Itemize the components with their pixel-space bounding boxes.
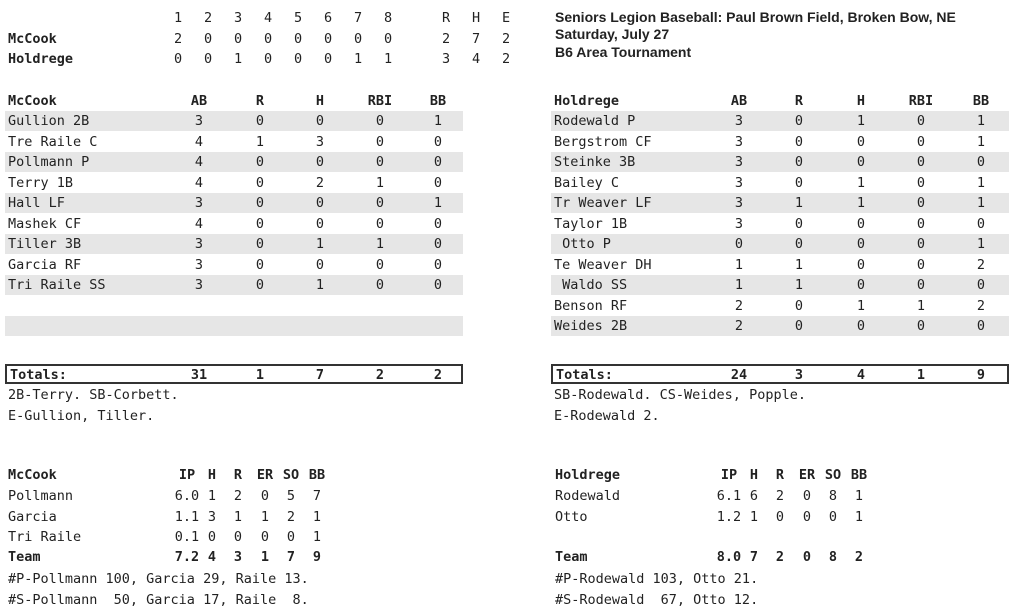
pitching-col-header: IP	[178, 467, 196, 483]
player-stat: 0	[315, 256, 325, 273]
batting-header-row	[551, 91, 1009, 111]
pitcher-stat: 2	[233, 488, 243, 504]
player-stat: 0	[916, 174, 926, 191]
player-stat: 1	[856, 113, 866, 129]
player-stat: 0	[976, 215, 986, 232]
player-stat: 1	[794, 256, 804, 273]
player-stat: 3	[194, 113, 204, 129]
inning-header: 5	[294, 10, 303, 26]
player-stat: 0	[794, 215, 804, 232]
totals-value: 4	[856, 367, 866, 383]
batting-row	[551, 152, 1009, 172]
pitcher-stat: 7	[312, 488, 322, 504]
batting-row	[551, 173, 1009, 193]
player-stat: 0	[794, 236, 804, 252]
batting-row	[551, 316, 1009, 336]
player-stat: 1	[255, 133, 265, 150]
player-stat: 1	[976, 236, 986, 252]
player-stat: 0	[315, 154, 325, 170]
pitching-col-header: ER	[798, 467, 816, 483]
pitcher-stat: 8	[828, 488, 838, 504]
player-name: Otto P	[554, 236, 611, 252]
batting-col-header: R	[255, 93, 265, 109]
player-stat: 0	[255, 174, 265, 191]
pitching-team-stat: 2	[854, 549, 864, 565]
player-stat: 0	[856, 256, 866, 273]
player-name: Rodewald P	[554, 113, 636, 129]
batting-col-header: BB	[429, 93, 447, 109]
batting-row	[551, 132, 1009, 152]
player-stat: 0	[255, 277, 265, 293]
player-stat: 1	[916, 297, 926, 314]
player-name: Waldo SS	[554, 277, 628, 293]
rhe-header: R	[442, 10, 451, 26]
batting-row	[5, 132, 463, 152]
player-stat: 1	[375, 174, 385, 191]
pitching-note: #S-Rodewald 67, Otto 12.	[555, 592, 759, 608]
pitching-note: #P-Rodewald 103, Otto 21.	[555, 571, 759, 587]
pitcher-stat: 1	[749, 508, 759, 525]
pitcher-stat: 1.1	[174, 508, 200, 525]
player-stat: 0	[255, 195, 265, 211]
inning-score: 1	[234, 51, 243, 67]
inning-score: 0	[204, 31, 213, 47]
pitcher-stat: 3	[207, 508, 217, 525]
pitching-team-stat: 3	[233, 549, 243, 565]
player-name: Hall LF	[8, 195, 65, 211]
player-name: Taylor 1B	[554, 215, 628, 232]
rhe-header: H	[472, 10, 481, 26]
batting-col-header: RBI	[367, 93, 393, 109]
pitcher-stat: 0	[260, 529, 270, 545]
player-stat: 3	[194, 277, 204, 293]
player-stat: 4	[194, 154, 204, 170]
player-stat: 0	[375, 215, 385, 232]
player-stat: 0	[916, 154, 926, 170]
pitching-team-row-label: Team	[555, 549, 588, 565]
batting-row	[551, 214, 1009, 234]
player-stat: 3	[194, 195, 204, 211]
game-date: Saturday, July 27	[555, 26, 670, 42]
player-stat: 0	[856, 277, 866, 293]
pitching-team-row-label: Team	[8, 549, 41, 565]
pitching-note: #S-Pollmann 50, Garcia 17, Raile 8.	[8, 592, 309, 608]
player-stat: 4	[194, 174, 204, 191]
batting-header-row	[5, 91, 463, 111]
rhe-value: 2	[442, 31, 451, 47]
player-stat: 1	[794, 195, 804, 211]
player-stat: 3	[734, 154, 744, 170]
inning-header: 8	[384, 10, 393, 26]
batting-row	[551, 193, 1009, 213]
player-stat: 0	[433, 236, 443, 252]
pitcher-stat: 6.0	[174, 488, 200, 504]
player-stat: 0	[255, 113, 265, 129]
pitching-col-header: H	[207, 467, 217, 483]
player-stat: 0	[794, 154, 804, 170]
player-stat: 0	[315, 113, 325, 129]
player-stat: 0	[433, 215, 443, 232]
batting-team-name: McCook	[8, 93, 57, 109]
player-name: Weides 2B	[554, 318, 628, 334]
batting-row	[551, 296, 1009, 316]
player-name: Steinke 3B	[554, 154, 636, 170]
player-stat: 0	[255, 236, 265, 252]
player-stat: 2	[734, 318, 744, 334]
player-stat: 1	[433, 195, 443, 211]
inning-score: 0	[264, 31, 273, 47]
pitcher-stat: 1	[854, 508, 864, 525]
player-stat: 3	[734, 133, 744, 150]
inning-score: 0	[294, 31, 303, 47]
batting-note: 2B-Terry. SB-Corbett.	[8, 387, 179, 403]
player-stat: 0	[856, 154, 866, 170]
player-stat: 1	[976, 113, 986, 129]
pitching-col-header: ER	[256, 467, 274, 483]
pitcher-stat: 1	[312, 529, 322, 545]
totals-value: 1	[916, 367, 926, 383]
player-stat: 4	[194, 215, 204, 232]
player-stat: 0	[375, 256, 385, 273]
batting-col-header: H	[315, 93, 325, 109]
player-name: Terry 1B	[8, 174, 74, 191]
pitching-team-stat: 9	[312, 549, 322, 565]
player-stat: 3	[734, 215, 744, 232]
player-stat: 0	[375, 133, 385, 150]
batting-col-header: BB	[972, 93, 990, 109]
player-name: Garcia RF	[8, 256, 82, 273]
batting-totals-row	[5, 364, 463, 384]
player-stat: 0	[916, 113, 926, 129]
pitcher-stat: 1	[854, 488, 864, 504]
totals-value: 7	[315, 367, 325, 383]
player-stat: 1	[976, 195, 986, 211]
player-stat: 0	[916, 277, 926, 293]
player-stat: 0	[255, 256, 265, 273]
player-stat: 0	[856, 236, 866, 252]
player-stat: 3	[194, 256, 204, 273]
player-name: Te Weaver DH	[554, 256, 652, 273]
player-stat: 0	[916, 195, 926, 211]
pitching-col-header: SO	[282, 467, 300, 483]
player-stat: 0	[734, 236, 744, 252]
inning-score: 1	[384, 51, 393, 67]
totals-value: 9	[976, 367, 986, 383]
pitching-team-stat: 7	[749, 549, 759, 565]
pitcher-stat: 0	[233, 529, 243, 545]
player-stat: 1	[856, 297, 866, 314]
pitching-team-name: Holdrege	[555, 467, 621, 483]
player-name: Bailey C	[554, 174, 620, 191]
player-stat: 1	[375, 236, 385, 252]
inning-score: 0	[324, 51, 333, 67]
player-stat: 0	[315, 215, 325, 232]
player-stat: 0	[976, 318, 986, 334]
inning-score: 0	[354, 31, 363, 47]
totals-value: 24	[730, 367, 748, 383]
batting-col-header: H	[856, 93, 866, 109]
pitcher-stat: 0	[802, 488, 812, 504]
batting-row	[5, 296, 463, 316]
pitcher-stat: 6	[749, 488, 759, 504]
player-stat: 2	[734, 297, 744, 314]
totals-label: Totals:	[10, 367, 67, 383]
player-stat: 0	[433, 154, 443, 170]
player-stat: 0	[794, 113, 804, 129]
totals-value: 1	[255, 367, 265, 383]
pitcher-stat: 2	[775, 488, 785, 504]
player-stat: 0	[433, 174, 443, 191]
pitching-col-header: SO	[824, 467, 842, 483]
player-stat: 1	[794, 277, 804, 293]
inning-header: 6	[324, 10, 333, 26]
batting-row	[5, 111, 463, 131]
player-stat: 2	[976, 256, 986, 273]
player-stat: 0	[433, 256, 443, 273]
pitching-team-stat: 7.2	[174, 549, 200, 565]
inning-header: 1	[174, 10, 183, 26]
player-name: Tr Weaver LF	[554, 195, 652, 211]
player-name: Benson RF	[554, 297, 628, 314]
player-stat: 0	[976, 154, 986, 170]
pitcher-stat: 0	[828, 508, 838, 525]
player-name: Tre Raile C	[8, 133, 98, 150]
rhe-value: 7	[472, 31, 481, 47]
batting-row	[5, 255, 463, 275]
player-stat: 0	[375, 154, 385, 170]
pitching-col-header: H	[749, 467, 759, 483]
player-stat: 0	[856, 133, 866, 150]
linescore-team-name: McCook	[8, 31, 57, 47]
player-stat: 3	[194, 236, 204, 252]
pitcher-stat: 1	[207, 488, 217, 504]
player-stat: 2	[315, 174, 325, 191]
totals-label: Totals:	[556, 367, 613, 383]
inning-score: 0	[174, 51, 183, 67]
pitching-col-header: BB	[850, 467, 868, 483]
player-stat: 0	[433, 277, 443, 293]
rhe-value: 2	[502, 31, 511, 47]
player-stat: 1	[856, 195, 866, 211]
player-stat: 1	[976, 133, 986, 150]
player-stat: 0	[916, 215, 926, 232]
player-stat: 1	[976, 174, 986, 191]
pitching-team-stat: 2	[775, 549, 785, 565]
pitcher-stat: 0	[286, 529, 296, 545]
pitching-team-stat: 0	[802, 549, 812, 565]
batting-row	[5, 214, 463, 234]
player-stat: 1	[433, 113, 443, 129]
player-stat: 0	[856, 318, 866, 334]
batting-row	[551, 234, 1009, 254]
player-stat: 3	[315, 133, 325, 150]
rhe-value: 2	[502, 51, 511, 67]
inning-header: 3	[234, 10, 243, 26]
pitching-team-stat: 7	[286, 549, 296, 565]
player-stat: 0	[916, 133, 926, 150]
batting-row	[5, 316, 463, 336]
pitcher-stat: 0	[775, 508, 785, 525]
player-stat: 3	[734, 113, 744, 129]
inning-score: 0	[264, 51, 273, 67]
rhe-value: 3	[442, 51, 451, 67]
batting-row	[5, 275, 463, 295]
player-name: Tri Raile SS	[8, 277, 106, 293]
player-stat: 0	[856, 215, 866, 232]
inning-header: 7	[354, 10, 363, 26]
pitcher-name: Garcia	[8, 508, 57, 525]
batting-row	[5, 193, 463, 213]
pitcher-stat: 1	[233, 508, 243, 525]
player-stat: 4	[194, 133, 204, 150]
batting-row	[551, 255, 1009, 275]
inning-score: 0	[384, 31, 393, 47]
totals-value: 31	[190, 367, 208, 383]
game-title: Seniors Legion Baseball: Paul Brown Field, Broken Bow, NE	[555, 9, 956, 25]
batting-col-header: AB	[730, 93, 748, 109]
pitcher-stat: 5	[286, 488, 296, 504]
game-event: B6 Area Tournament	[555, 44, 692, 60]
batting-col-header: AB	[190, 93, 208, 109]
pitching-team-stat: 1	[260, 549, 270, 565]
linescore-team-name: Holdrege	[8, 51, 74, 67]
batting-note: E-Rodewald 2.	[554, 408, 660, 424]
pitcher-stat: 1.2	[716, 508, 742, 525]
totals-value: 2	[375, 367, 385, 383]
inning-header: 4	[264, 10, 273, 26]
inning-score: 1	[354, 51, 363, 67]
player-stat: 0	[794, 133, 804, 150]
totals-value: 3	[794, 367, 804, 383]
pitching-team-stat: 8	[828, 549, 838, 565]
player-stat: 0	[255, 215, 265, 232]
rhe-header: E	[502, 10, 511, 26]
inning-score: 0	[324, 31, 333, 47]
player-stat: 1	[315, 236, 325, 252]
pitcher-stat: 1	[312, 508, 322, 525]
player-stat: 1	[856, 174, 866, 191]
player-name: Tiller 3B	[8, 236, 82, 252]
pitcher-stat: 0	[207, 529, 217, 545]
player-stat: 0	[794, 318, 804, 334]
player-stat: 3	[734, 174, 744, 191]
player-stat: 2	[976, 297, 986, 314]
player-name: Pollmann P	[8, 154, 90, 170]
pitching-team-stat: 4	[207, 549, 217, 565]
player-stat: 0	[976, 277, 986, 293]
batting-note: E-Gullion, Tiller.	[8, 408, 155, 424]
pitcher-stat: 0	[260, 488, 270, 504]
batting-row	[5, 152, 463, 172]
pitcher-stat: 6.1	[716, 488, 742, 504]
pitching-col-header: BB	[308, 467, 326, 483]
rhe-value: 4	[472, 51, 481, 67]
player-name: Bergstrom CF	[554, 133, 652, 150]
batting-row	[551, 111, 1009, 131]
pitching-col-header: R	[233, 467, 243, 483]
pitcher-name: Tri Raile	[8, 529, 82, 545]
player-stat: 0	[255, 154, 265, 170]
batting-totals-row	[551, 364, 1009, 384]
player-stat: 3	[734, 195, 744, 211]
player-name: Gullion 2B	[8, 113, 90, 129]
player-name: Mashek CF	[8, 215, 82, 232]
inning-score: 2	[174, 31, 183, 47]
player-stat: 0	[916, 318, 926, 334]
player-stat: 0	[916, 236, 926, 252]
pitching-team-name: McCook	[8, 467, 57, 483]
player-stat: 0	[794, 174, 804, 191]
pitcher-stat: 2	[286, 508, 296, 525]
pitcher-stat: 0	[802, 508, 812, 525]
pitching-col-header: R	[775, 467, 785, 483]
pitcher-name: Otto	[555, 508, 588, 525]
batting-row	[5, 234, 463, 254]
batting-col-header: RBI	[908, 93, 934, 109]
batting-row	[5, 173, 463, 193]
player-stat: 0	[375, 195, 385, 211]
pitcher-name: Pollmann	[8, 488, 74, 504]
pitcher-name: Rodewald	[555, 488, 621, 504]
player-stat: 0	[794, 297, 804, 314]
totals-value: 2	[433, 367, 443, 383]
player-stat: 1	[734, 277, 744, 293]
inning-score: 0	[294, 51, 303, 67]
pitching-col-header: IP	[720, 467, 738, 483]
player-stat: 1	[315, 277, 325, 293]
batting-row	[551, 275, 1009, 295]
player-stat: 0	[433, 133, 443, 150]
player-stat: 0	[375, 113, 385, 129]
pitching-team-stat: 8.0	[716, 549, 742, 565]
batting-note: SB-Rodewald. CS-Weides, Popple.	[554, 387, 806, 403]
batting-team-name: Holdrege	[554, 93, 620, 109]
pitching-note: #P-Pollmann 100, Garcia 29, Raile 13.	[8, 571, 309, 587]
pitcher-stat: 0.1	[174, 529, 200, 545]
batting-col-header: R	[794, 93, 804, 109]
player-stat: 0	[315, 195, 325, 211]
player-stat: 0	[916, 256, 926, 273]
inning-score: 0	[234, 31, 243, 47]
pitcher-stat: 1	[260, 508, 270, 525]
inning-header: 2	[204, 10, 213, 26]
player-stat: 0	[375, 277, 385, 293]
player-stat: 1	[734, 256, 744, 273]
inning-score: 0	[204, 51, 213, 67]
